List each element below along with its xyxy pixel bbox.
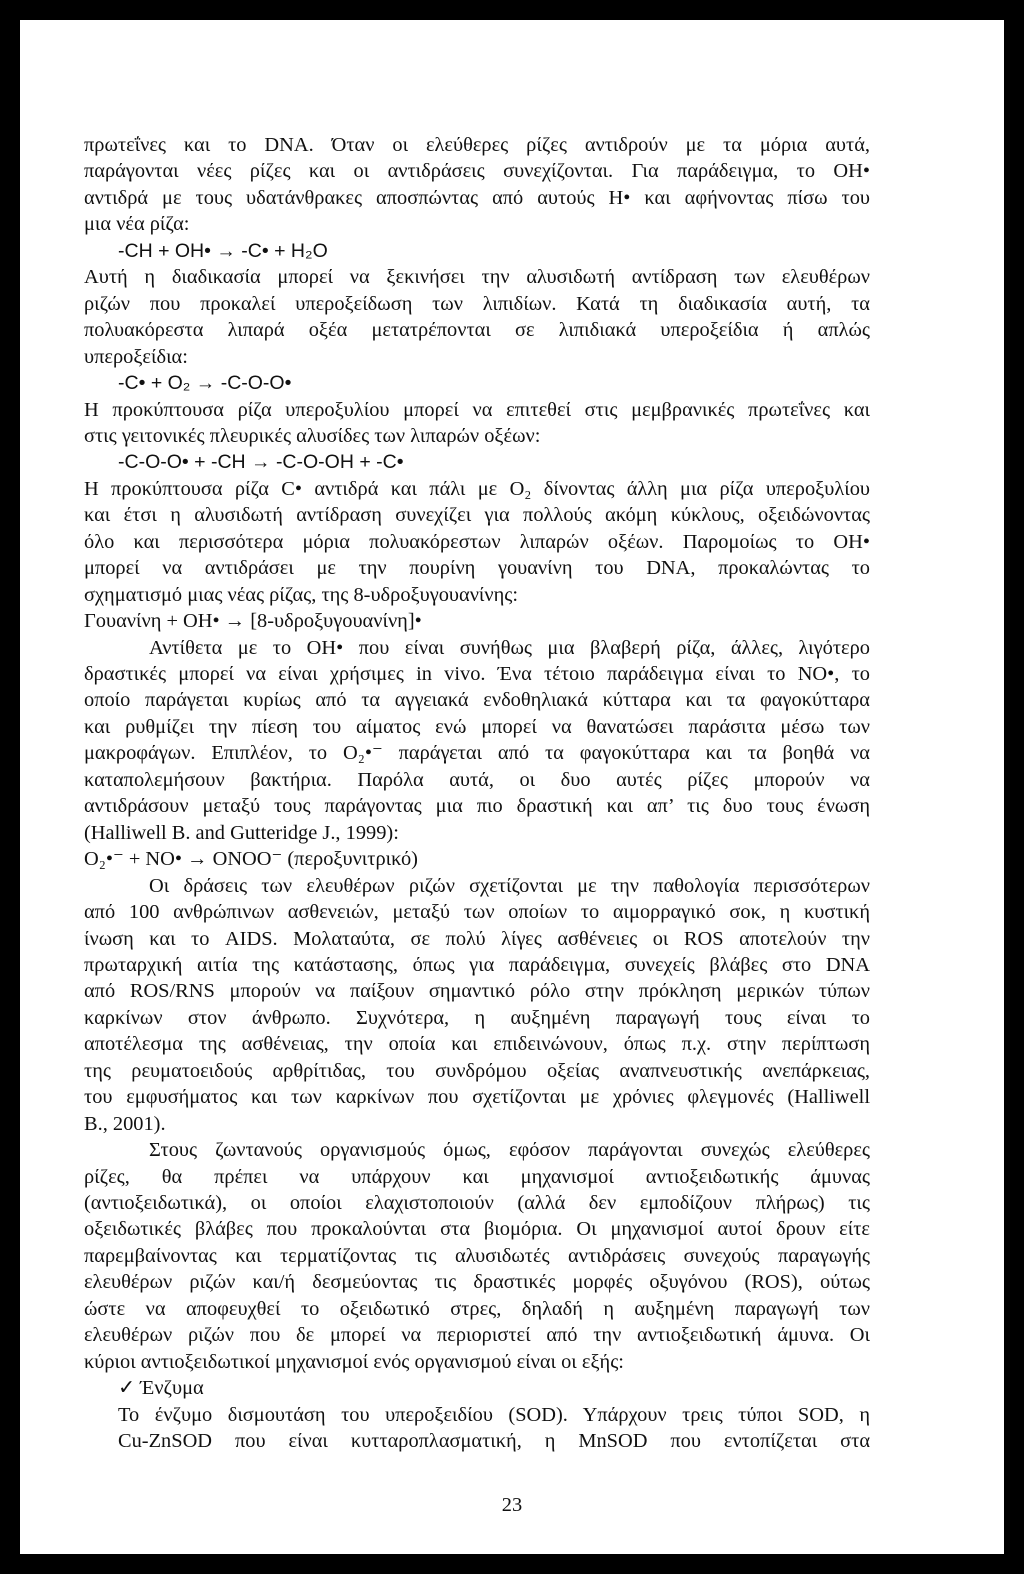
text-line: μακροφάγων. Επιπλέον, το O₂•⁻ παράγεται από τα φαγοκύτταρα και τα βοηθά να: [84, 742, 870, 765]
text-line: κύριοι αντιοξειδωτικοί μηχανισμοί ενός οργανισμού είναι οι εξής:: [84, 1350, 624, 1373]
text-line: -C• + O₂ → -C-O-O•: [118, 372, 292, 395]
text-line: (αντιοξειδωτικά), οι οποίοι ελαχιστοποιούν (αλλά δεν εμποδίζουν πλήρως) τις: [84, 1192, 870, 1214]
text-line: αντιδρά με τους υδατάνθρακες αποσπώντας από αυτούς Η• και αφήνοντας πίσω του: [84, 186, 870, 209]
text-line: στις γειτονικές πλευρικές αλυσίδες των λιπαρών οξέων:: [84, 424, 541, 447]
text-line: Γουανίνη + ΟΗ• → [8-υδροξυγουανίνη]•: [84, 610, 422, 633]
text-line: από 100 ανθρώπινων ασθενειών, μεταξύ των οποίων το αιμορραγικό σοκ, η κυστική: [84, 901, 870, 924]
text-line: Η προκύπτουσα ρίζα C• αντιδρά και πάλι με O₂ δίνοντας άλλη μια ρίζα υπεροξυλίου: [84, 477, 870, 500]
text-line: O₂•⁻ + NO• → ONOO⁻ (περοξυνιτρικό): [84, 848, 418, 871]
text-line: πρωταρχική αιτία της κατάστασης, όπως για παράδειγμα, συνεχείς βλάβες στο DNA: [84, 953, 870, 976]
text-line: από ROS/RNS μπορούν να παίξουν σημαντικό ρόλο στην πρόκληση μερικών τύπων: [84, 980, 870, 1003]
text-line: ώστε να αποφευχθεί το οξειδωτικό στρες, δηλαδή η αυξημένη παραγωγή των: [84, 1297, 870, 1320]
text-line: Στους ζωντανούς οργανισμούς όμως, εφόσον παράγονται συνεχώς ελεύθερες: [149, 1139, 870, 1162]
text-line: σχηματισμό μιας νέας ρίζας, της 8-υδροξυγουανίνης:: [84, 583, 519, 606]
text-line: μια νέα ρίζα:: [84, 213, 190, 236]
text-line: Το ένζυμο δισμουτάση του υπεροξειδίου (SOD). Υπάρχουν τρεις τύποι SOD, η: [118, 1403, 870, 1426]
text-line: όλο και περισσότερα μόρια πολυακόρεστων λιπαρών οξέων. Παρομοίως το ΟΗ•: [84, 530, 870, 553]
text-line: Αυτή η διαδικασία μπορεί να ξεκινήσει την αλυσιδωτή αντίδραση των ελευθέρων: [84, 266, 870, 289]
text-line: ίνωση και το AIDS. Μολαταύτα, σε πολύ λίγες ασθένειες οι ROS αποτελούν την: [84, 927, 870, 950]
text-line: ριζών που προκαλεί υπεροξείδωση των λιπιδίων. Κατά τη διαδικασία αυτή, τα: [84, 292, 870, 315]
text-line: Αντίθετα με το ΟΗ• που είναι συνήθως μια βλαβερή ρίζα, άλλες, λιγότερο: [149, 636, 870, 659]
text-line: πρωτεΐνες και το DNA. Όταν οι ελεύθερες ρίζες αντιδρούν με τα μόρια αυτά,: [84, 134, 870, 156]
text-line: Οι δράσεις των ελευθέρων ριζών σχετίζονται με την παθολογία περισσότερων: [149, 874, 870, 897]
text-line: πολυακόρεστα λιπαρά οξέα μετατρέπονται σε λιπιδιακά υπεροξείδια ή απλώς: [84, 319, 870, 342]
page-number: 23: [501, 1494, 523, 1516]
text-line: ρίζες, θα πρέπει να υπάρχουν και μηχανισμοί αντιοξειδωτικής άμυνας: [84, 1165, 870, 1188]
text-line: της ρευματοειδούς αρθρίτιδας, του συνδρόμου οξείας αναπνευστικής ανεπάρκειας,: [84, 1059, 870, 1082]
text-line: -CH + OH• → -C• + H₂O: [118, 239, 328, 262]
text-line: καρκίνων στον άνθρωπο. Συχνότερα, η αυξημένη παραγωγή τους είναι το: [84, 1006, 870, 1029]
text-line: ελευθέρων ριζών και/ή δεσμεύοντας τις δραστικές μορφές οξυγόνου (ROS), ούτως: [84, 1271, 870, 1294]
text-line: ελευθέρων ριζών που δε μπορεί να περιοριστεί από την αντιοξειδωτική άμυνα. Οι: [84, 1324, 870, 1347]
text-line: Cu-ZnSOD που είναι κυτταροπλασματική, η MnSOD που εντοπίζεται στα: [118, 1430, 870, 1453]
text-line: Η προκύπτουσα ρίζα υπεροξυλίου μπορεί να επιτεθεί στις μεμβρανικές πρωτεΐνες και: [84, 398, 870, 421]
text-line: παράγονται νέες ρίζες και οι αντιδράσεις συνεχίζονται. Για παράδειγμα, το ΟΗ•: [84, 160, 870, 183]
text-line: και έτσι η αλυσιδωτή αντίδραση συνεχίζει για πολλούς ακόμη κύκλους, οξειδώνοντας: [84, 504, 870, 527]
text-line: παρεμβαίνοντας και τερματίζοντας τις αλυσιδωτές αντιδράσεις συνεχούς παραγωγής: [84, 1244, 870, 1267]
text-line: καταπολεμήσουν βακτήρια. Παρόλα αυτά, οι δυο αυτές ρίζες μπορούν να: [84, 768, 870, 791]
text-line: υπεροξείδια:: [84, 345, 188, 368]
text-line: μπορεί να αντιδράσει με την πουρίνη γουανίνη του DNA, προκαλώντας το: [84, 557, 870, 580]
text-line: και ρυθμίζει την πίεση του αίματος ενώ μπορεί να θανατώσει παράσιτα μέσω των: [84, 715, 870, 738]
text-line: -C-O-O• + -CH → -C-O-OH + -C•: [118, 451, 404, 474]
text-line: αποτέλεσμα της ασθένειας, την οποία και επιδεινώνουν, όπως π.χ. στην περίπτωση: [84, 1033, 870, 1056]
text-line: B., 2001).: [84, 1112, 166, 1135]
text-line: οξειδωτικές βλάβες που προκαλούνται στα βιομόρια. Οι μηχανισμοί αυτοί δρουν είτε: [84, 1218, 870, 1241]
text-line: του εμφυσήματος και των καρκίνων που σχετίζονται με χρόνιες φλεγμονές (Halliwell: [84, 1086, 870, 1109]
text-line: ✓ Ένζυμα: [118, 1377, 204, 1400]
text-line: δραστικές μπορεί να είναι χρήσιμες in vivo. Ένα τέτοιο παράδειγμα είναι το ΝΟ•, το: [84, 663, 870, 685]
text-line: αντιδράσουν μεταξύ τους παράγοντας μια πιο δραστική και απ’ τις δυο τους ένωση: [84, 795, 870, 818]
text-line: (Halliwell B. and Gutteridge J., 1999):: [84, 821, 399, 844]
text-line: οποίο παράγεται κυρίως από τα αγγειακά ενδοθηλιακά κύτταρα και τα φαγοκύτταρα: [84, 689, 870, 712]
